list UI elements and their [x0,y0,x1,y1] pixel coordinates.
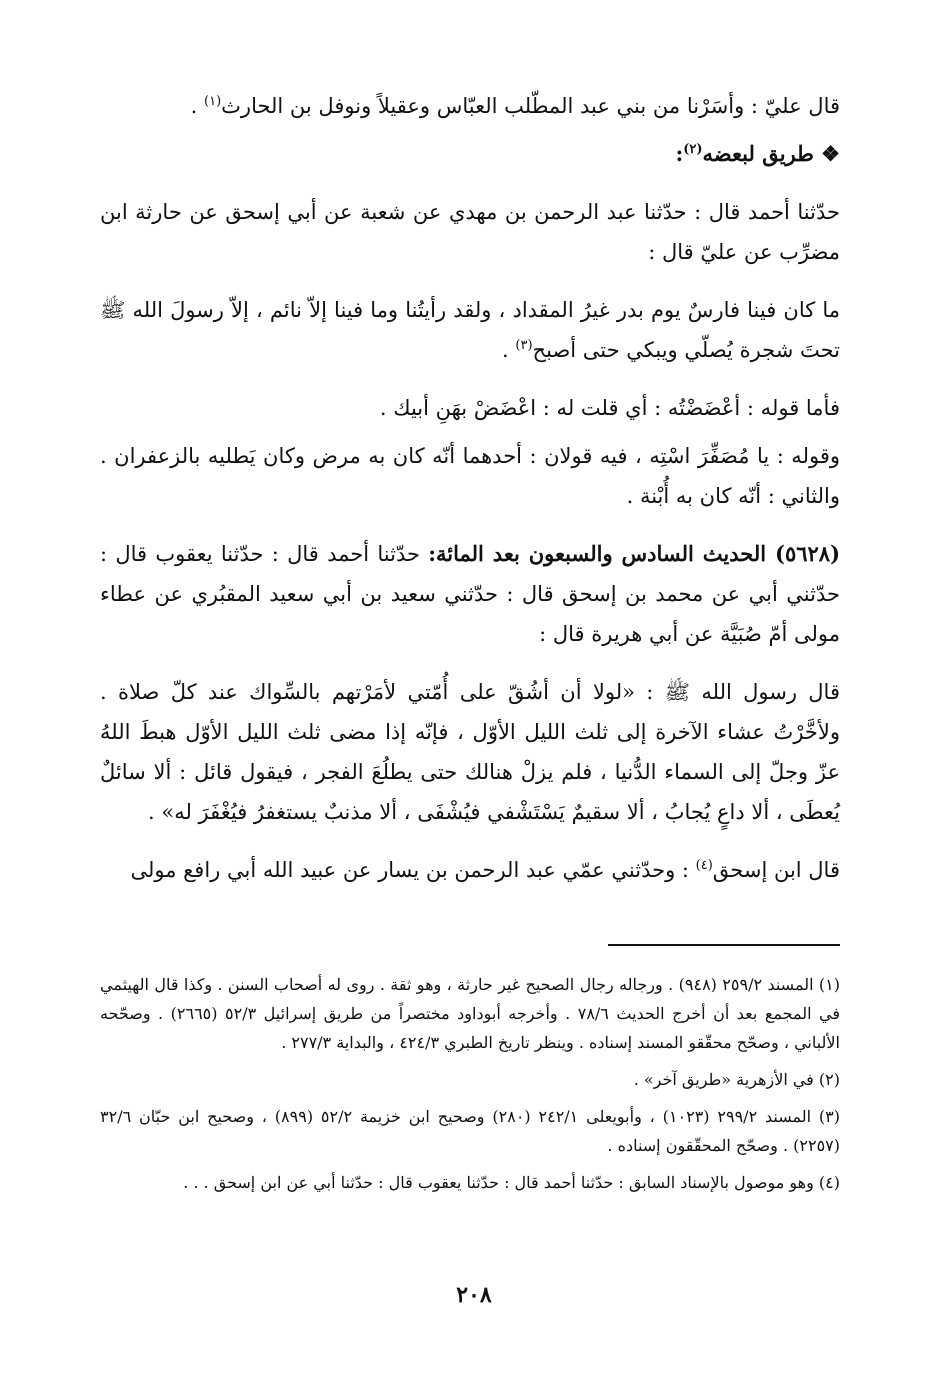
heading-text: ❖ طريق لبعضه [702,141,840,166]
footnote-2: (٢) في الأزهرية «طريق آخر» . [633,1070,840,1089]
main-text [100,86,840,908]
paragraph-text: قال ابن إسحق [712,858,840,882]
paragraph-1 [100,86,840,126]
paragraph-8 [100,850,840,890]
paragraph-text: قال عليّ : وأسَرْنا من بني عبد المطّلب العبّاس وعقيلاً ونوفل بن الحارث [221,94,840,118]
footnote-3: (٣) المسند ٢٩٩/٢ (١٠٢٣) ، وأبويعلى ٢٤٢/١ (٢٨٠) وصحيح ابن خزيمة ٥٢/٢ (٨٩٩) ، وصحيح ابن حبّان ٣٢/٦ (٢٢٥٧) . وصحّح المحقّقون إسناده . [100,1107,841,1155]
paragraph-text: حدّثنا أحمد قال : حدّثنا يعقوب قال : حدّثني أبي عن محمد بن إسحق قال : حدّثني سعيد بن أبي سعيد المقبُري عن عطاء مولى أمّ صُبَيَّة عن أبي هريرة قال : [100,542,840,646]
hadith-paragraph [100,534,840,654]
paragraph-3 [100,290,840,370]
paragraph-text: ما كان فينا فارسٌ يوم بدر غيرُ المقداد ، ولقد رأيتُنا وما فينا إلاّ نائم ، إلاّ رسولَ الله ﷺ تحتَ شجرة يُصلّي ويبكي حتى أصبح [100,298,840,362]
paragraph-text-continued: : وحدّثني عمّي عبد الرحمن بن يسار عن عبيد الله أبي رافع مولى [130,858,696,882]
page-number: ٢٠٨ [456,1282,492,1308]
footnote-ref-4: (٤) [695,858,713,873]
hadith-number-heading: (٥٦٢٨) الحديث السادس والسبعون بعد المائة: [428,541,840,566]
footnote-ref-2: (٢) [683,142,703,157]
paragraph-5: وقوله : يا مُصَفِّرَ اسْتِه ، فيه قولان : أحدهما أنّه كان به مرض وكان يَطليه بالزعفران . والثاني : أنّه كان به أُبْنة . [100,444,840,508]
footnote-1: (١) المسند ٢٥٩/٢ (٩٤٨) . ورجاله رجال الصحيح غير حارثة ، وهو ثقة . روى له أصحاب السنن . وكذا قال الهيثمي في المجمع بعد أن أخرج الحديث ٧٨/٦ . وأخرجه أبوداود مختصراً من طريق إسرائيل ٥٢/٣ (٢٦٦٥) . وصحّحه الألباني ، وصحّح محقّقو المسند إسناده . وينظر تاريخ الطبري ٤٢٤/٣ ، والبداية ٢٧٧/٣ . [100,975,841,1052]
footnote-ref-3: (٣) [515,338,533,353]
section-heading [100,134,840,174]
paragraph-2: حدّثنا أحمد قال : حدّثنا عبد الرحمن بن مهدي عن شعبة عن أبي إسحق عن حارثة ابن مضرِّب عن عليّ قال : [100,200,840,264]
paragraph-end: . [502,338,516,362]
footnote-4: (٤) وهو موصول بالإسناد السابق : حدّثنا أحمد قال : حدّثنا يعقوب قال : حدّثنا أبي عن ابن إسحق . . . [183,1173,840,1192]
hadith-text: قال رسول الله ﷺ : «لولا أن أشُقّ على أُمّتي لأمَرْتهم بالسِّواك عند كلّ صلاة . ولأخَّرْتُ عشاء الآخرة إلى ثلث الليل الأوّل ، فإنّه إذا مضى ثلث الليل الأوّل هبطَ اللهُ عزّ وجلّ إلى السماء الدُّنيا ، فلم يزلْ هنالك حتى يطلُعَ الفجر ، فيقول قائل : ألا سائلٌ يُعطَى ، ألا داعٍ يُجابُ ، ألا سقيمٌ يَسْتَشْفي فيُشْفَى ، ألا مذنبٌ يستغفرُ فيُغْفَرَ له» . [100,680,840,824]
footnote-divider [608,944,840,946]
paragraph-4: فأما قوله : أعْضَضْتُه : أي قلت له : اعْضَضْ بهَنِ أبيك . [379,396,840,420]
footnote-ref-1: (١) [204,94,222,109]
footnotes [100,970,840,1205]
paragraph-end: . [190,94,205,118]
heading-end: : [675,141,684,166]
